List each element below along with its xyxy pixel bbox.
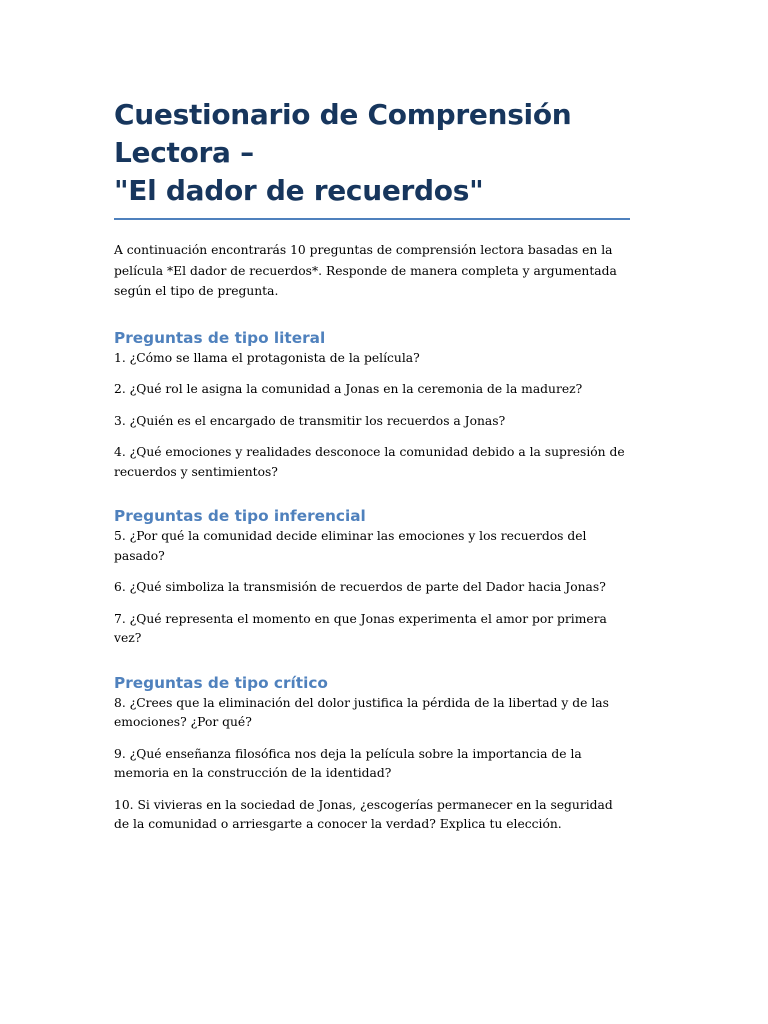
question-3: 3. ¿Quién es el encargado de transmitir los recuerdos a Jonas?	[114, 413, 506, 428]
document-page	[114, 96, 630, 847]
title-line-2: "El dador de recuerdos"	[114, 174, 484, 207]
question-6: 6. ¿Qué simboliza la transmisión de recuerdos de parte del Dador hacia Jonas?	[114, 580, 606, 594]
section-heading-literal: Preguntas de tipo literal	[114, 328, 326, 347]
question-8: 8. ¿Crees que la eliminación del dolor justifica la pérdida de la libertad y de las emociones? ¿Por qué?	[114, 695, 609, 729]
question-9: 9. ¿Qué enseñanza filosófica nos deja la película sobre la importancia de la memoria en la construcción de la identidad?	[114, 746, 582, 780]
section-critico	[114, 673, 630, 835]
question-4: 4. ¿Qué emociones y realidades desconoce la comunidad debido a la supresión de recuerdos y sentimientos?	[114, 445, 625, 479]
section-heading-critico: Preguntas de tipo crítico	[114, 673, 328, 692]
question-10: 10. Si vivieras en la sociedad de Jonas, ¿escogerías permanecer en la seguridad de la comunidad o arriesgarte a conocer la verdad? Explica tu elección.	[114, 797, 613, 831]
question-5: 5. ¿Por qué la comunidad decide eliminar las emociones y los recuerdos del pasado?	[114, 529, 587, 563]
question-1: 1. ¿Cómo se llama el protagonista de la película?	[114, 350, 420, 365]
question-7: 7. ¿Qué representa el momento en que Jonas experimenta el amor por primera vez?	[114, 611, 607, 645]
title-line-1: Cuestionario de Comprensión Lectora –	[114, 98, 572, 169]
intro-paragraph: A continuación encontrarás 10 preguntas de comprensión lectora basadas en la película *El dador de recuerdos*. Responde de manera completa y argumentada según el tipo de pregunta.	[114, 243, 617, 298]
section-literal	[114, 328, 630, 483]
question-2: 2. ¿Qué rol le asigna la comunidad a Jonas en la ceremonia de la madurez?	[114, 382, 583, 396]
section-inferencial	[114, 506, 630, 649]
document-title	[114, 96, 630, 220]
section-heading-inferencial: Preguntas de tipo inferencial	[114, 507, 366, 525]
